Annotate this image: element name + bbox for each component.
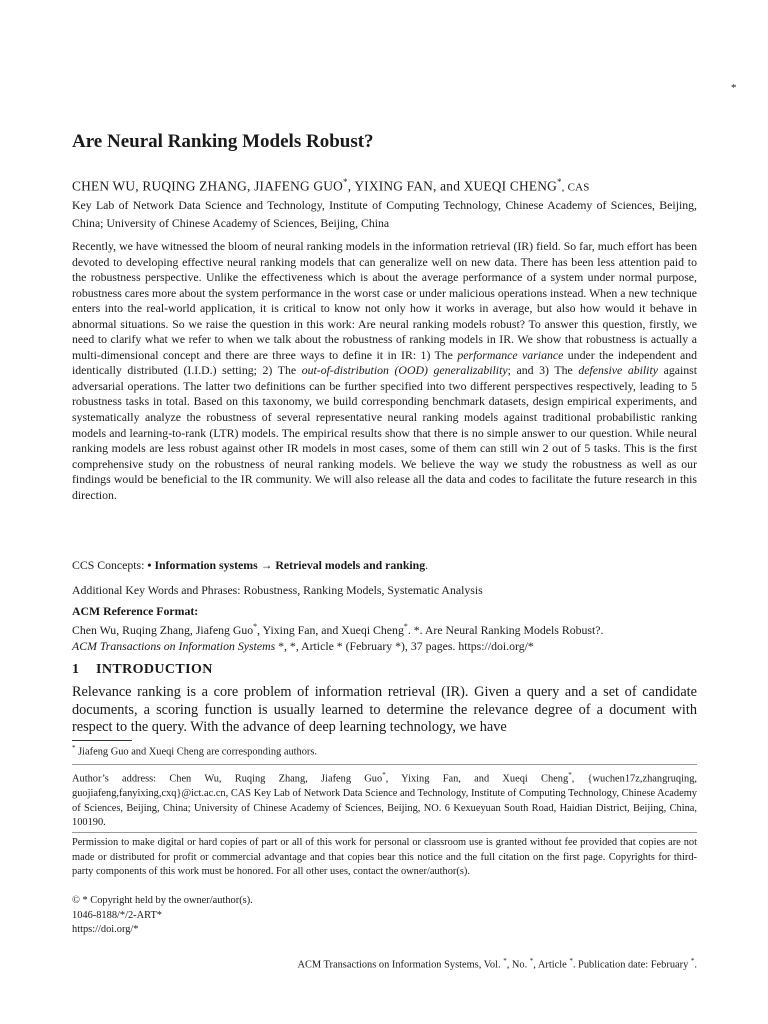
footer-mark-4: * [690, 957, 695, 965]
abstract [72, 239, 697, 503]
abstract-emphasis-3: defensive ability [578, 363, 658, 378]
affiliation: Key Lab of Network Data Science and Technology, Institute of Computing Technology, Chinese Academy of Sciences, Beijing, China; University of Chinese Academy of Sciences, Beijing, China [72, 198, 697, 230]
footnote-text: Jiafeng Guo and Xueqi Cheng are corresponding authors. [75, 746, 318, 758]
acm-ref-journal: ACM Transactions on Information Systems [72, 638, 276, 653]
abstract-emphasis-2: out-of-distribution (OOD) generalizability [301, 363, 508, 378]
paper-title: Are Neural Ranking Models Robust? [72, 131, 374, 152]
footer-mark-2: * [529, 957, 534, 965]
acm-ref-heading: ACM Reference Format: [72, 604, 199, 618]
intro-paragraph: Relevance ranking is a core problem of information retrieval (IR). Given a query and a set of candidate documents, a scoring function is usually learned to determine the relevance degree of a document with respect to the query. With the advance of deep learning technology, we have [72, 684, 697, 736]
author-names-1: CHEN WU, RUQING ZHANG, JIAFENG GUO [72, 178, 344, 194]
author-mark-2: * [556, 177, 562, 187]
abstract-part-3: ; and 3) The [507, 363, 579, 378]
footer-mark-1: * [503, 957, 507, 965]
acm-ref-authors-2: , Yixing Fan, and Xueqi Cheng [257, 622, 404, 637]
acm-ref-title: . *. Are Neural Ranking Models Robust?. [407, 622, 604, 637]
abstract-emphasis-1: performance variance [457, 347, 564, 362]
copyright-block [72, 894, 253, 938]
ccs-value: • Information systems → Retrieval models and ranking [147, 558, 426, 572]
permission-rule [72, 832, 697, 833]
address-rule [72, 764, 697, 765]
doi-line: https://doi.org/* [72, 924, 139, 936]
footer-part-2: , No. [506, 959, 530, 971]
author-list [72, 177, 590, 194]
ccs-concepts [72, 558, 428, 573]
acm-ref-mark-2: * [403, 622, 408, 631]
abstract-part-2: under the independent and identically distributed (I.I.D.) setting; 2) The [72, 347, 697, 378]
footer-part-3: , Article [533, 959, 570, 971]
address-part-3: , {wuchen17z,zhangruqing, guojiafeng,fanyixing,cxq}@ict.ac.cn, CAS Key Lab of Network Data Science and Technology, Institute of Computing Technology, Chinese Academy of Sciences, Beijing, China; University of Chinese Academy of Sciences, Beijing, NO. 6 Kexueyuan South Road, Haidian District, Beijing, China, 100190. [72, 773, 697, 829]
author-affil-short: , CAS [561, 181, 590, 194]
author-address [72, 768, 697, 831]
ccs-label: CCS Concepts: [72, 558, 148, 572]
abstract-part-1: Recently, we have witnessed the bloom of neural ranking models in the information retrieval (IR) field. So far, much effort has been devoted to developing effective neural ranking models that can generalize well on new data. There has been less attention paid to the robustness perspective. Unlike the effectiveness which is about the average performance of a system under normal purpose, robustness cares more about the system performance in the worst case or under malicious operations instead. When a new technique enters into the real-world application, it is critical to know not only how it works in average, but also how would it behave in abnormal situations. So we raise the question in this work: Are neural ranking models robust? To answer this question, firstly, we need to clarify what we refer to when we talk about the robustness of ranking models in IR. We show that robustness is actually a multi-dimensional concept and there are three ways to define it in IR: 1) The [72, 239, 697, 362]
address-part-2: , Yixing Fan, and Xueqi Cheng [385, 773, 569, 785]
keywords: Additional Key Words and Phrases: Robustness, Ranking Models, Systematic Analysis [72, 583, 483, 597]
author-names-2: , YIXING FAN, and XUEQI CHENG [347, 178, 557, 194]
acm-ref-authors-1: Chen Wu, Ruqing Zhang, Jiafeng Guo [72, 622, 254, 637]
footnote-rule [72, 740, 132, 741]
footer-part-4: . Publication date: February [572, 959, 691, 971]
abstract-part-4: against adversarial operations. The latter two definitions can be further specified into two different perspectives respectively, leading to 5 robustness tasks in total. Based on this taxonomy, we build corresponding benchmark datasets, design empirical experiments, and systematically analyze the robustness of several representative neural ranking models against traditional probabilistic ranking models and learning-to-rank (LTR) models. The empirical results show that there is no simple answer to our question. While neural ranking models are less robust against other IR models in most cases, some of them can still win 2 out of 5 tasks. This is the first comprehensive study on the robustness of neural ranking models. We believe the way we study the robustness as well as our findings would be beneficial to the IR community. We will also release all the data and codes to facilitate the future research in this direction. [72, 363, 698, 502]
footnote-mark: * [72, 744, 76, 752]
footer-mark-3: * [569, 957, 573, 965]
footnote [72, 744, 317, 757]
address-mark-2: * [568, 771, 572, 779]
permission-notice: Permission to make digital or hard copies of part or all of this work for personal or classroom use is granted without fee provided that copies are not made or distributed for profit or commercial advantage and that copies bear this notice and the full citation on the first page. Copyrights for third-party components of this work must be honored. For all other uses, contact the owner/author(s). [72, 837, 697, 878]
page-footer [72, 957, 697, 970]
page-marker: * [731, 82, 737, 94]
acm-ref-details: *, *, Article * (February *), 37 pages. https://doi.org/* [275, 638, 534, 653]
address-part-1: Author’s address: Chen Wu, Ruqing Zhang, Jiafeng Guo [72, 773, 383, 785]
section-heading [72, 662, 213, 678]
address-mark-1: * [382, 771, 386, 779]
author-mark-1: * [343, 177, 348, 187]
section-number: 1 [72, 662, 80, 677]
footer-part-5: . [694, 959, 697, 971]
footer-part-1: ACM Transactions on Information Systems, Vol. [297, 959, 504, 971]
section-title: INTRODUCTION [96, 662, 213, 677]
ccs-end: . [425, 558, 429, 572]
issn-line: 1046-8188/*/2-ART* [72, 909, 162, 921]
acm-ref-mark-1: * [253, 622, 258, 631]
acm-ref-body [72, 619, 697, 654]
copyright-line: © * Copyright held by the owner/author(s). [72, 895, 253, 906]
